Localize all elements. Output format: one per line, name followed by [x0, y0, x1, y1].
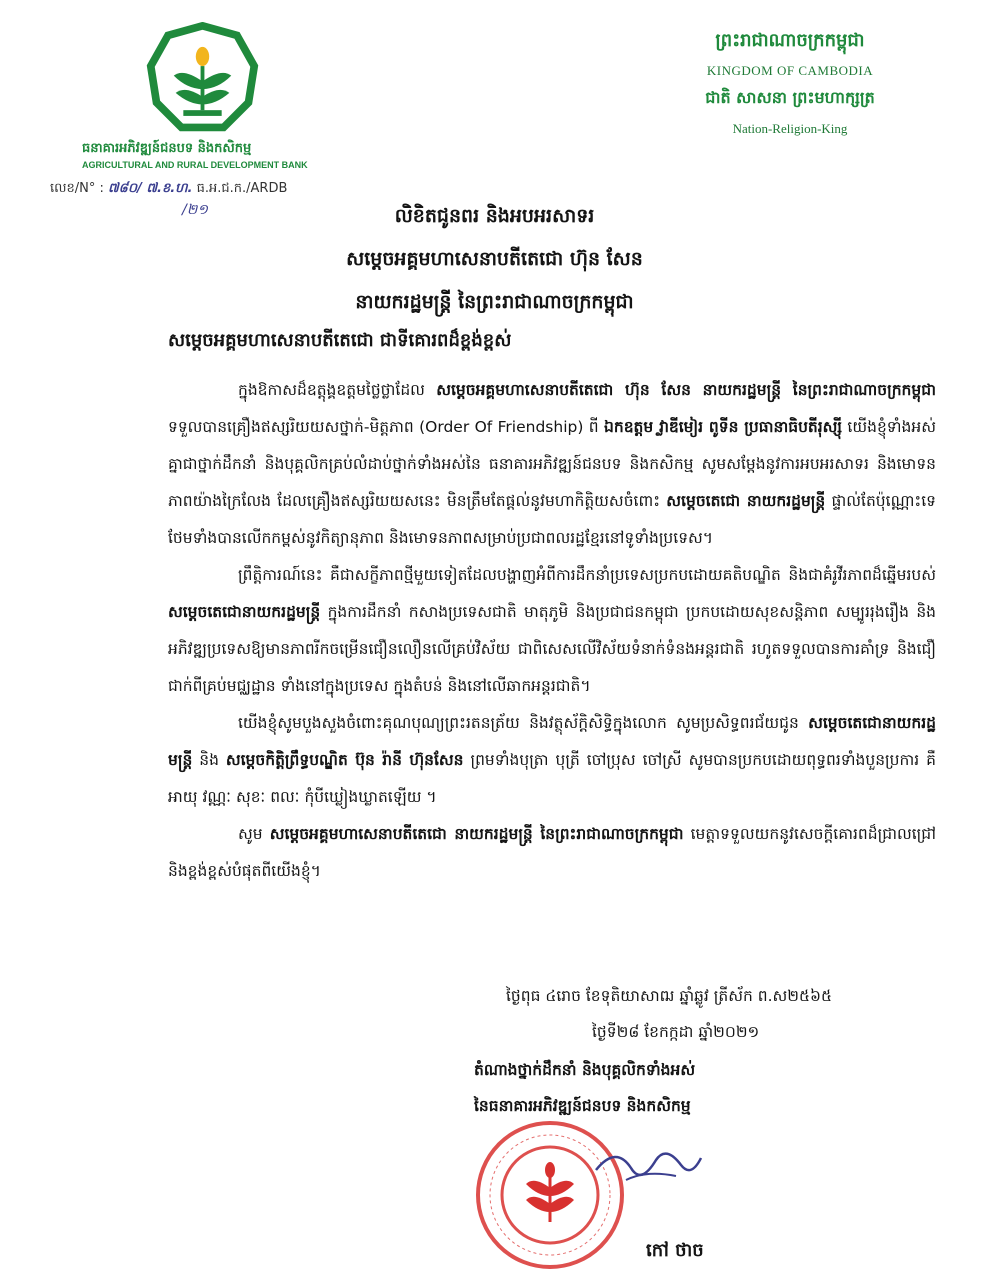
text-run: សូម [238, 825, 270, 843]
kingdom-title-khmer: ព្រះរាជាណាចក្រកម្ពុជា [715, 30, 865, 51]
text-run: និង [192, 751, 226, 769]
handwritten-signature [586, 1140, 706, 1190]
text-run: ព្រមទាំងបុត្រា បុត្រី ចៅប្រុស ចៅស្រី សូមបានប្រកបដោយពុទ្ធពរទាំងបួនប្រការ គឺអាយុ វណ្ណៈ សុខៈ ពលៈ កុំបីឃ្លៀងឃ្លាតឡើយ ។ [168, 751, 936, 806]
paragraph-4 [168, 816, 936, 890]
letter-titles [0, 204, 989, 333]
signatory-line-1: តំណាងថ្នាក់ដឹកនាំ និងបុគ្គលិកទាំងអស់ [474, 1061, 696, 1079]
reference-number [50, 180, 287, 199]
title-line-3: នាយករដ្ឋមន្ត្រី នៃព្រះរាជាណាចក្រកម្ពុជា [355, 291, 634, 313]
salutation: សម្តេចអគ្គមហាសេនាបតីតេជោ ជាទីគោរពដ៏ខ្ពង់ខ្ពស់ [168, 330, 512, 351]
bank-name-english: AGRICULTURAL AND RURAL DEVELOPMENT BANK [82, 160, 308, 170]
paragraph-2 [168, 557, 936, 705]
bold-run: សម្តេចតេជោនាយករដ្ឋមន្ត្រី [168, 714, 936, 769]
bold-run: សម្តេចកិត្តិព្រឹទ្ធបណ្ឌិត ប៊ុន រ៉ានី ហ៊ុនសែន [225, 751, 464, 769]
solar-date: ថ្ងៃទី២៨ ខែកក្កដា ឆ្នាំ២០២១ [592, 1023, 760, 1041]
bank-name-khmer: ធនាគារអភិវឌ្ឍន៍ជនបទ និងកសិកម្ម [82, 141, 252, 156]
ardb-logo [145, 22, 260, 137]
title-line-2: សម្តេចអគ្គមហាសេនាបតីតេជោ ហ៊ុន សែន [346, 248, 643, 270]
letter-body [168, 372, 936, 890]
lunar-date: ថ្ងៃពុធ ៤រោច ខែទុតិយាសាឍ ឆ្នាំឆ្លូវ ត្រីស័ក ព.ស២៥៦៥ [506, 987, 832, 1005]
signatory-line-2: នៃធនាគារអភិវឌ្ឍន៍ជនបទ និងកសិកម្ម [474, 1097, 691, 1115]
kingdom-title-english: KINGDOM OF CAMBODIA [706, 63, 874, 78]
paragraph-3 [168, 705, 936, 816]
reference-handwritten-number: ៧៨០/ ៧.ខ.ហ. [108, 181, 193, 196]
reference-year: /២១ [182, 202, 208, 218]
bold-run: សម្តេចតេជោ នាយករដ្ឋមន្ត្រី [666, 492, 826, 510]
text-run: ព្រឹត្តិការណ៍នេះ គឺជាសក្ខីភាពថ្មីមួយទៀតដែលបង្ហាញអំពីការដឹកនាំប្រទេសប្រកបដោយគតិបណ្ឌិត និងជាគំរូវីរភាពដ៏ឆ្នើមរបស់ [238, 566, 936, 584]
bold-run: សម្តេចអគ្គមហាសេនាបតីតេជោ នាយករដ្ឋមន្ត្រី នៃព្រះរាជាណាចក្រកម្ពុជា [269, 825, 684, 843]
bold-run: សម្តេចតេជោនាយករដ្ឋមន្ត្រី [168, 603, 321, 621]
text-run: យើងខ្ញុំសូមបួងសួងចំពោះគុណបុណ្យព្រះរតនត្រ័យ និងវត្ថុស័ក្តិសិទ្ធិក្នុងលោក សូមប្រសិទ្ធពរជ័យជូន [238, 714, 809, 732]
motto-khmer: ជាតិ សាសនា ព្រះមហាក្សត្រ [705, 88, 875, 107]
motto-english: Nation-Religion-King [732, 121, 848, 136]
text-run: ក្នុងឱកាសដ៏ឧត្តុង្គឧត្តមថ្លៃថ្លាដែល [238, 381, 437, 399]
text-run: ទទួលបានគ្រឿងឥស្សរិយយសថ្នាក់-មិត្តភាព (Order Of Friendship) ពី [168, 418, 605, 436]
text-run: យើងខ្ញុំទាំងអស់គ្នាជាថ្នាក់ដឹកនាំ និងបុគ្គលិកគ្រប់លំដាប់ថ្នាក់ទាំងអស់នៃ ធនាគារអភិវឌ្ឍន៍ជនបទ និងកសិកម្ម សូមសម្តែងនូវការអបអរសាទរ និងមោទនភាពយ៉ាងក្រៃលែង ដែលគ្រឿងឥស្សរិយយសនេះ មិនត្រឹមតែផ្តល់នូវមហាកិត្តិយសចំពោះ [168, 418, 936, 510]
reference-suffix: ធ.អ.ជ.ក./ARDB [196, 181, 288, 196]
signer-name: កៅ ថាច [646, 1240, 704, 1261]
title-line-1: លិខិតជូនពរ និងអបអរសាទរ [394, 205, 595, 227]
bold-run: ឯកឧត្តម វ្លាឌីមៀរ ពូទីន ប្រធានាធិបតីរុស្ស៊ី [604, 418, 843, 436]
reference-prefix: លេខ/N° : [50, 181, 104, 196]
kingdom-header [640, 28, 940, 137]
text-run: ផ្ទាល់តែប៉ុណ្ណោះទេ ថែមទាំងបានលើកកម្ពស់នូវកិត្យានុភាព និងមោទនភាពសម្រាប់ប្រជាពលរដ្ឋខ្មែរនៅទូទាំងប្រទេស។ [168, 492, 936, 547]
bold-run: សម្តេចអគ្គមហាសេនាបតីតេជោ ហ៊ុន សែន នាយករដ្ឋមន្ត្រី នៃព្រះរាជាណាចក្រកម្ពុជា [436, 381, 936, 399]
text-run: ក្នុងការដឹកនាំ កសាងប្រទេសជាតិ មាតុភូមិ និងប្រជាជនកម្ពុជា ប្រកបដោយសុខសន្តិភាព សម្បូររុងរឿង និងអភិវឌ្ឍប្រទេសឱ្យមានភាពរីកចម្រើនជឿនលឿនលើគ្រប់វិស័យ ជាពិសេសលើវិស័យទំនាក់ទំនងអន្តរជាតិ រហូតទទួលបានការគាំទ្រ និងជឿជាក់ពីគ្រប់មជ្ឈដ្ឋាន ទាំងនៅក្នុងប្រទេស ក្នុងតំបន់ និងនៅលើឆាកអន្តរជាតិ។ [168, 603, 936, 695]
paragraph-1 [168, 372, 936, 557]
text-run: មេត្តាទទួលយកនូវសេចក្តីគោរពដ៏ជ្រាលជ្រៅ និងខ្ពង់ខ្ពស់បំផុតពីយើងខ្ញុំ។ [168, 825, 937, 880]
